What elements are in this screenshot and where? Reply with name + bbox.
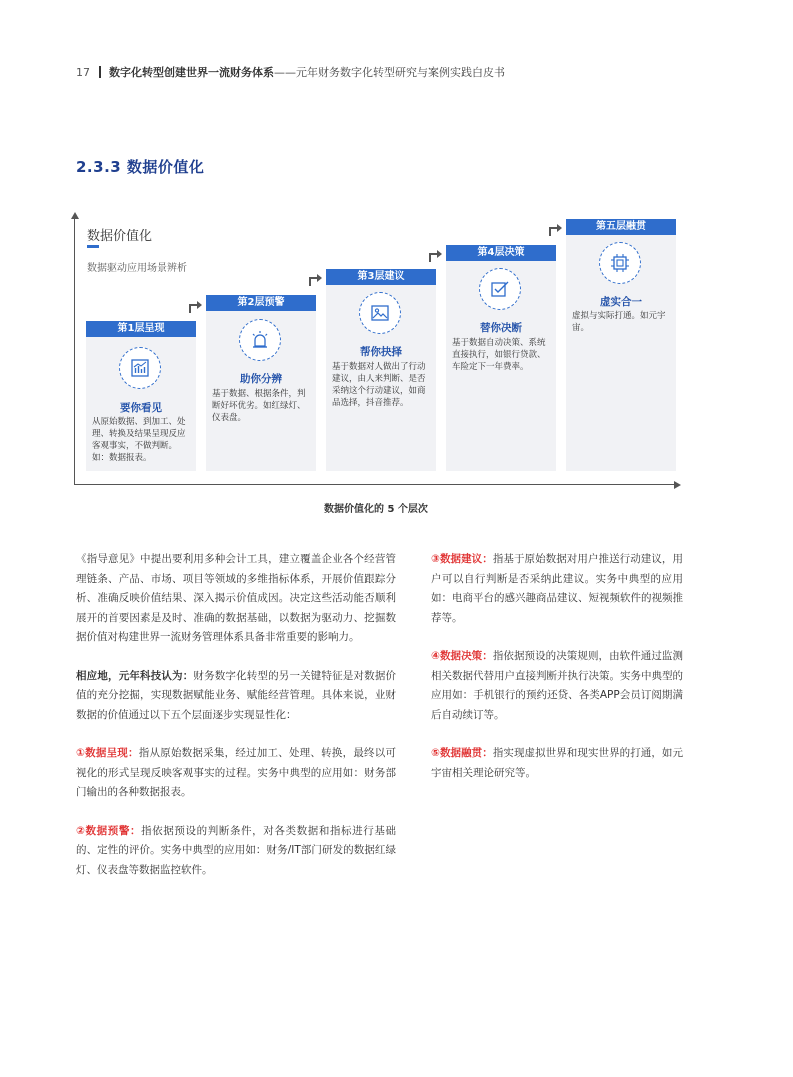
- step-arrow-1: [188, 301, 202, 313]
- level-3: [326, 269, 436, 471]
- header-subtitle: ——元年财务数字化转型研究与案例实践白皮书: [274, 66, 505, 79]
- level-2-icon-circle: [239, 319, 281, 361]
- item-3-text: 指基于原始数据对用户推送行动建议，用户可以自行判断是否采纳此建议。实务中典型的应用如：电商平台的感兴趣商品建议、短视频软件的视频推荐等。: [431, 553, 684, 624]
- page-number: 17: [76, 66, 90, 79]
- item-5-paragraph: [431, 744, 683, 783]
- item-4-paragraph: [431, 647, 683, 725]
- yuannian-text: 财务数字化转型的另一关键特征是对数据价值的充分挖掘，实现数据赋能业务、赋能经营管理。具体来说，业财数据的价值通过以下五个层面逐步实现显性化：: [76, 669, 397, 721]
- right-column: [431, 550, 683, 802]
- level-4-header: 第4层决策: [446, 245, 556, 261]
- diagram-subtitle: 数据驱动应用场景辨析: [87, 263, 187, 274]
- item-1-label: ①数据呈现：: [76, 747, 139, 759]
- yuannian-lead: 相应地，元年科技认为：: [76, 669, 194, 682]
- page-header: [76, 64, 505, 80]
- left-column: [76, 550, 396, 899]
- section-title: 2.3.3 数据价值化: [76, 158, 205, 176]
- level-2-body: [206, 311, 316, 471]
- item-2-label: ②数据预警：: [76, 824, 142, 837]
- item-4-text: 指依据预设的决策规则，由软件通过监测相关数据代替用户直接判断并执行决策。实务中典型的应用如：手机银行的预约还贷、各类APP会员订阅期满后自动续订等。: [431, 650, 684, 721]
- item-2-paragraph: [76, 822, 396, 881]
- header-title: 数字化转型创建世界一流财务体系: [109, 66, 274, 79]
- alarm-icon: [249, 329, 271, 351]
- item-3-label: ③数据建议：: [431, 553, 493, 565]
- level-3-header: 第3层建议: [326, 269, 436, 285]
- intro-paragraph: 《指导意见》中提出要利用多种会计工具，建立覆盖企业各个经营管理链条、产品、市场、项目等领域的多维指标体系，开展价值跟踪分析、准确反映价值结果、深入揭示价值成因。决定这些活动能否顺利展开的首要因素是及时、准确的数据基础，以数据为驱动力、挖掘数据价值对构建世界一流财务管理体系具备非常重要的影响力。: [76, 553, 396, 643]
- level-2: [206, 295, 316, 471]
- level-1-desc: 从原始数据、到加工、处理、转换及结果呈现反应客观事实，不做判断。如：数据报表。: [92, 417, 186, 463]
- checkbox-icon: [489, 278, 511, 300]
- level-5-desc: 虚拟与实际打通。如元宇宙。: [572, 311, 666, 333]
- diagram-title-accent: [87, 245, 99, 248]
- level-5-name: 虚实合一: [600, 296, 642, 308]
- step-arrow-2: [308, 274, 322, 286]
- level-5: [566, 219, 676, 471]
- level-2-name: 助你分辨: [240, 373, 282, 385]
- step-arrow-4: [548, 224, 562, 236]
- chip-icon: [609, 252, 631, 274]
- level-1-body: [86, 337, 196, 471]
- level-1: [86, 321, 196, 471]
- level-4-icon-circle: [479, 268, 521, 310]
- level-4-name: 替你决断: [480, 322, 522, 334]
- level-1-name: 要你看见: [120, 402, 162, 414]
- level-2-header: 第2层预警: [206, 295, 316, 311]
- item-4-label: ④数据决策：: [431, 650, 493, 662]
- header-divider: [99, 66, 101, 78]
- item-3-paragraph: [431, 550, 683, 628]
- level-1-header: 第1层呈现: [86, 321, 196, 337]
- data-value-diagram: [68, 212, 688, 497]
- level-4-desc: 基于数据自动决策、系统直接执行，如银行贷款、车险定下一年费率。: [452, 338, 546, 372]
- level-3-body: [326, 285, 436, 471]
- yuannian-paragraph: [76, 667, 396, 726]
- level-3-icon-circle: [359, 292, 401, 334]
- item-5-text: 指实现虚拟世界和现实世界的打通，如元宇宙相关理论研究等。: [431, 747, 684, 779]
- level-4-body: [446, 261, 556, 471]
- level-1-icon-circle: [119, 347, 161, 389]
- level-5-header: 第五层融贯: [566, 219, 676, 235]
- level-3-desc: 基于数据对人做出了行动建议，由人来判断、是否采纳这个行动建议，如商品选择，抖音推荐。: [332, 362, 426, 408]
- bar-chart-icon: [129, 357, 151, 379]
- diagram-title: 数据价值化: [87, 229, 153, 244]
- level-2-desc: 基于数据、根据条件，判断好坏优劣。如红绿灯、仪表盘。: [212, 389, 306, 423]
- y-axis: [74, 218, 75, 485]
- step-arrow-3: [428, 250, 442, 262]
- level-5-icon-circle: [599, 242, 641, 284]
- image-icon: [369, 302, 391, 324]
- x-axis-arrow: [674, 481, 681, 489]
- item-2-text: 指依据预设的判断条件，对各类数据和指标进行基础的、定性的评价。实务中典型的应用如：财务/IT部门研发的数据红绿灯、仪表盘等数据监控软件。: [76, 824, 397, 876]
- level-4: [446, 245, 556, 471]
- x-axis: [74, 484, 676, 485]
- level-5-body: [566, 235, 676, 471]
- y-axis-arrow: [71, 212, 79, 219]
- item-1-text: 指从原始数据采集，经过加工、处理、转换，最终以可视化的形式呈现反映客观事实的过程。实务中典型的应用如：财务部门输出的各种数据报表。: [76, 747, 397, 798]
- item-1-paragraph: [76, 744, 396, 803]
- level-3-name: 帮你抉择: [360, 346, 402, 358]
- diagram-caption: 数据价值化的 5 个层次: [324, 504, 428, 515]
- item-5-label: ⑤数据融贯：: [431, 747, 493, 759]
